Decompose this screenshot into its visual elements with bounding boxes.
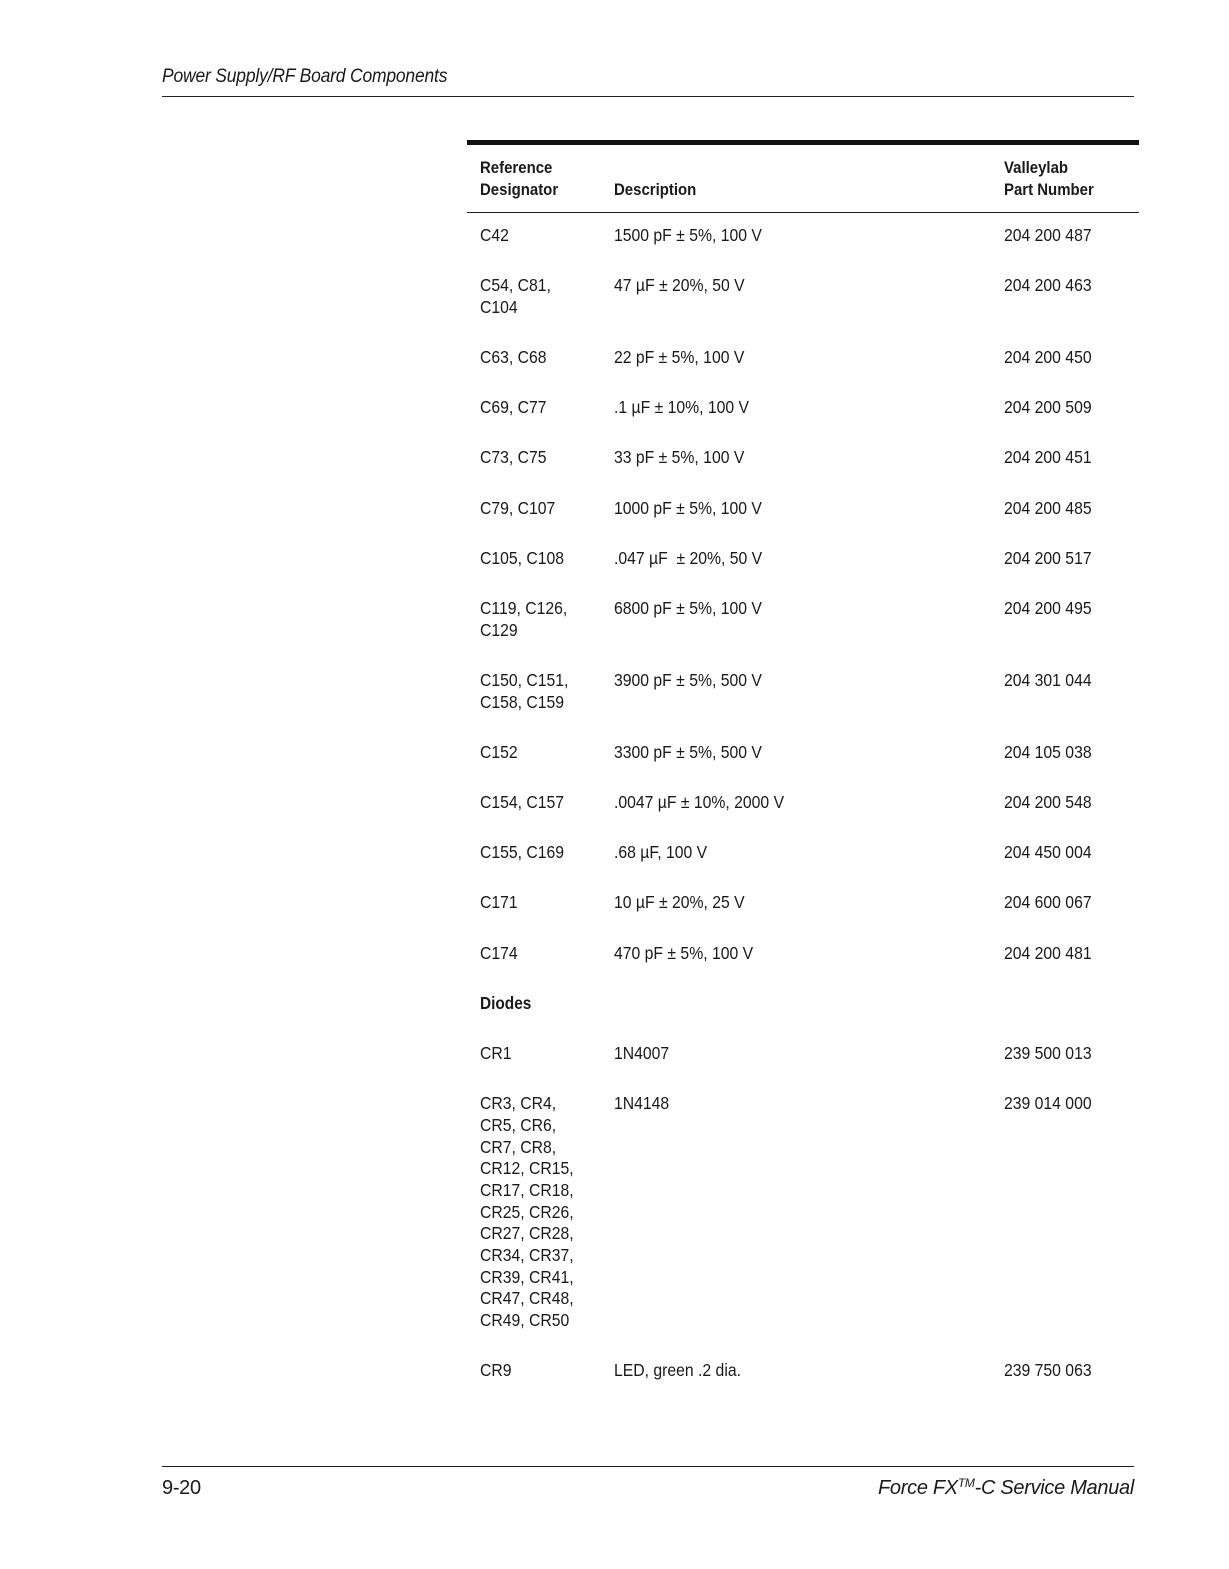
page-number: 9-20 (162, 1477, 201, 1499)
part-number-cell: 204 200 517 (1004, 547, 1092, 568)
page-header (162, 66, 1134, 97)
column-header-part-number (1004, 157, 1094, 201)
part-number-cell: 204 450 004 (1004, 842, 1092, 863)
table-row (467, 792, 1139, 842)
description-cell: 33 pF ± 5%, 100 V (614, 447, 745, 468)
column-header-reference-line2: Designator (480, 180, 559, 199)
part-number-cell: 204 200 495 (1004, 598, 1092, 619)
description-cell: .1 µF ± 10%, 100 V (614, 397, 750, 418)
part-number-cell: 239 500 013 (1004, 1042, 1092, 1063)
reference-designator-cell: C154, C157 (480, 791, 565, 812)
table-row (467, 275, 1139, 347)
table-row (467, 892, 1139, 942)
reference-designator-cell: C105, C108 (480, 547, 565, 568)
manual-title-post: -C Service Manual (974, 1477, 1134, 1499)
description-cell: 6800 pF ± 5%, 100 V (614, 598, 762, 619)
section-heading-diodes: Diodes (480, 992, 532, 1013)
part-number-cell: 239 750 063 (1004, 1360, 1092, 1381)
table-row (467, 943, 1139, 993)
part-number-cell: 204 200 548 (1004, 791, 1092, 812)
part-number-cell: 204 200 485 (1004, 497, 1092, 518)
table-row (467, 225, 1139, 275)
description-cell: 470 pF ± 5%, 100 V (614, 942, 754, 963)
part-number-cell: 204 600 067 (1004, 892, 1092, 913)
column-header-reference (480, 157, 558, 201)
parts-table (467, 140, 1139, 1410)
description-cell: 1000 pF ± 5%, 100 V (614, 497, 762, 518)
reference-designator-cell: C63, C68 (480, 347, 547, 368)
part-number-cell: 204 200 487 (1004, 225, 1092, 245)
part-number-cell: 239 014 000 (1004, 1093, 1092, 1114)
description-cell: .047 µF ± 20%, 50 V (614, 547, 763, 568)
description-cell: LED, green .2 dia. (614, 1360, 741, 1381)
reference-designator-cell: C42 (480, 225, 509, 245)
part-number-cell: 204 200 509 (1004, 397, 1092, 418)
description-cell: 22 pF ± 5%, 100 V (614, 347, 745, 368)
table-header-row (467, 145, 1139, 213)
page-footer (162, 1466, 1134, 1507)
part-number-cell: 204 200 450 (1004, 347, 1092, 368)
reference-designator-cell: CR3, CR4, CR5, CR6, CR7, CR8, CR12, CR15, CR17, CR18, CR25, CR26, CR27, CR28, CR34, CR37, CR39, CR41, CR47, CR48, CR49, CR50 (480, 1093, 574, 1331)
part-number-cell: 204 200 451 (1004, 447, 1092, 468)
reference-designator-cell: C73, C75 (480, 447, 547, 468)
table-row (467, 842, 1139, 892)
part-number-cell: 204 200 481 (1004, 942, 1092, 963)
description-cell: 1N4148 (614, 1093, 670, 1114)
reference-designator-cell: C69, C77 (480, 397, 547, 418)
description-cell: 1N4007 (614, 1042, 670, 1063)
column-header-description: Description (614, 180, 697, 199)
table-row (467, 548, 1139, 598)
description-cell: .68 µF, 100 V (614, 842, 708, 863)
reference-designator-cell: C150, C151, C158, C159 (480, 669, 569, 712)
table-row (467, 498, 1139, 548)
part-number-cell: 204 200 463 (1004, 275, 1092, 296)
table-row (467, 347, 1139, 397)
table-row (467, 397, 1139, 447)
column-header-part-line2: Part Number (1004, 180, 1094, 199)
table-row (467, 1093, 1139, 1360)
part-number-cell: 204 301 044 (1004, 669, 1092, 690)
manual-title (878, 1477, 1134, 1500)
manual-title-pre: Force FX (878, 1477, 958, 1499)
reference-designator-cell: C152 (480, 741, 518, 762)
reference-designator-cell: CR9 (480, 1360, 512, 1381)
trademark-mark: TM (957, 1476, 975, 1490)
table-spacer (467, 213, 1139, 225)
part-number-cell: 204 105 038 (1004, 741, 1092, 762)
reference-designator-cell: CR1 (480, 1042, 512, 1063)
reference-designator-cell: C174 (480, 942, 518, 963)
reference-designator-cell: C155, C169 (480, 842, 565, 863)
description-cell: .0047 µF ± 10%, 2000 V (614, 791, 785, 812)
table-row (467, 742, 1139, 792)
reference-designator-cell: C119, C126, C129 (480, 598, 568, 640)
table-row (467, 447, 1139, 497)
table-body (467, 213, 1139, 1410)
section-row-diodes (467, 993, 1139, 1043)
reference-designator-cell: C79, C107 (480, 497, 556, 518)
table-row (467, 670, 1139, 742)
description-cell: 10 µF ± 20%, 25 V (614, 892, 745, 913)
page-title: Power Supply/RF Board Components (162, 66, 448, 87)
table-row (467, 1360, 1139, 1410)
reference-designator-cell: C54, C81, C104 (480, 275, 551, 317)
description-cell: 3300 pF ± 5%, 500 V (614, 741, 762, 762)
description-cell: 3900 pF ± 5%, 500 V (614, 669, 762, 690)
description-cell: 47 µF ± 20%, 50 V (614, 275, 745, 296)
reference-designator-cell: C171 (480, 892, 518, 913)
description-cell: 1500 pF ± 5%, 100 V (614, 225, 762, 245)
table-row (467, 1043, 1139, 1093)
column-header-part-line1: Valleylab (1004, 158, 1069, 177)
table-row (467, 598, 1139, 670)
column-header-reference-line1: Reference (480, 158, 553, 177)
